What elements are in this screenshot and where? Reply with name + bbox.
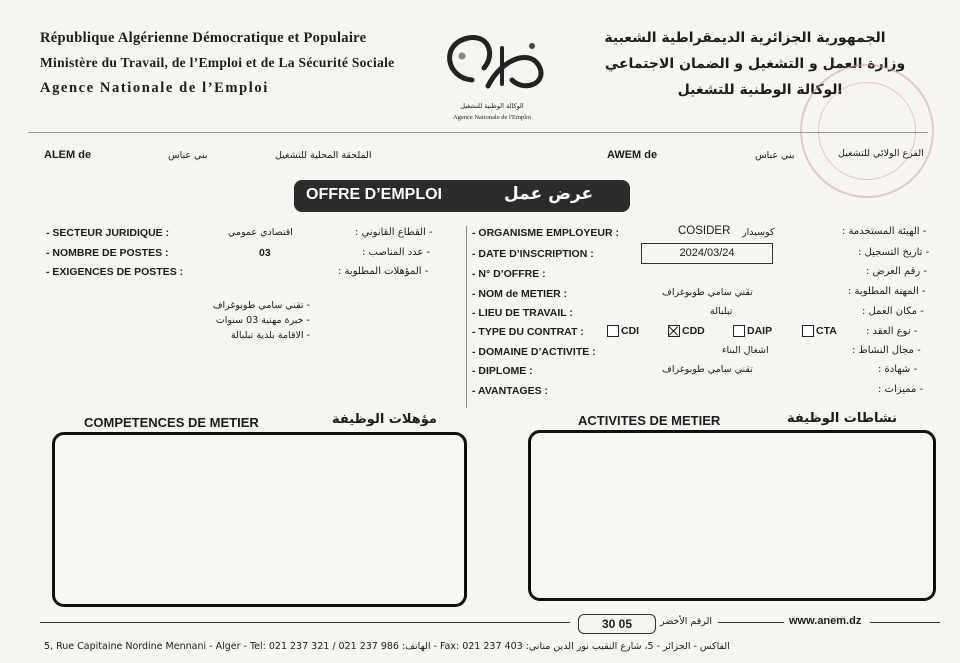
diplome-label: - DIPLOME : bbox=[472, 365, 533, 377]
avantages-label: - AVANTAGES : bbox=[472, 385, 549, 397]
metier-value: تقني سامي طوبوغراف bbox=[662, 287, 753, 298]
checkbox-cdd[interactable] bbox=[668, 325, 680, 337]
requirement-1: - تقني سامي طوبوغراف bbox=[212, 300, 310, 311]
footer-line-left bbox=[40, 622, 570, 623]
date-label: - DATE D’INSCRIPTION : bbox=[472, 248, 594, 260]
header-fr-line3: Agence Nationale de l’Emploi bbox=[40, 80, 269, 96]
activites-title-ar: نشاطات الوظيفة bbox=[787, 411, 897, 426]
lieu-value: تبلبالة bbox=[710, 306, 733, 317]
anem-logo bbox=[432, 28, 552, 126]
date-box bbox=[641, 243, 773, 264]
numero-label-ar: - رقم العرض : bbox=[866, 266, 928, 277]
header-ar-line3: الوكالة الوطنية للتشغيل bbox=[677, 82, 843, 98]
lieu-label: - LIEU DE TRAVAIL : bbox=[472, 307, 573, 319]
header-fr-line1: République Algérienne Démocratique et Populaire bbox=[40, 30, 367, 46]
secteur-label-ar: - القطاع القانوني : bbox=[355, 227, 433, 238]
website-link[interactable]: www.anem.dz bbox=[789, 615, 862, 627]
title-fr: OFFRE D’EMPLOI bbox=[306, 186, 442, 203]
footer-line-right bbox=[870, 622, 940, 623]
title-bar bbox=[294, 180, 630, 212]
metier-label: - NOM de METIER : bbox=[472, 288, 568, 300]
header-divider bbox=[28, 132, 928, 133]
diplome-value: تقني سامي طوبوغراف bbox=[662, 364, 753, 375]
header-ar-line1: الجمهورية الجزائرية الديمقراطية الشعبية bbox=[604, 30, 886, 46]
alem-value: بني عباس bbox=[168, 150, 208, 161]
official-stamp bbox=[800, 64, 934, 198]
requirement-3: - الاقامة بلدية تبلبالة bbox=[230, 330, 310, 341]
organisme-label: - ORGANISME EMPLOYEUR : bbox=[472, 227, 620, 239]
organisme-value: COSIDER bbox=[678, 225, 731, 237]
diplome-label-ar: - شهادة : bbox=[878, 364, 918, 375]
logo-ar-caption: الوكالة الوطنية للتشغيل bbox=[460, 102, 524, 110]
date-value: 2024/03/24 bbox=[679, 247, 735, 259]
activites-box[interactable] bbox=[528, 430, 936, 601]
checkbox-cdi[interactable] bbox=[607, 325, 619, 337]
header-fr-line2: Ministère du Travail, de l’Emploi et de La Sécurité Sociale bbox=[40, 55, 395, 70]
contrat-option-cdd[interactable]: CDD bbox=[668, 325, 705, 337]
green-number: 30 05 bbox=[601, 617, 633, 631]
numero-label: - N° D’OFFRE : bbox=[472, 268, 546, 280]
date-label-ar: - تاريخ التسجيل : bbox=[858, 247, 930, 258]
contrat-option-cta[interactable]: CTA bbox=[802, 325, 837, 337]
contrat-option-cdi[interactable]: CDI bbox=[607, 325, 639, 337]
column-divider bbox=[466, 226, 467, 408]
avantages-label-ar: - مميزات : bbox=[878, 384, 924, 395]
awem-label: AWEM de bbox=[607, 149, 658, 161]
postes-value: 03 bbox=[259, 247, 271, 259]
alem-label: ALEM de bbox=[44, 149, 92, 161]
postes-label: - NOMBRE DE POSTES : bbox=[46, 247, 169, 259]
contrat-label: - TYPE DU CONTRAT : bbox=[472, 326, 584, 338]
logo-fr-caption: Agence Nationale de l'Emploi bbox=[452, 114, 532, 121]
exigences-label-ar: - المؤهلات المطلوبة : bbox=[338, 266, 429, 277]
competences-title-ar: مؤهلات الوظيفة bbox=[332, 412, 437, 427]
green-number-box bbox=[578, 614, 656, 634]
organisme-label-ar: - الهيئة المستخدمة : bbox=[842, 226, 927, 237]
checkbox-cta[interactable] bbox=[802, 325, 814, 337]
secteur-label: - SECTEUR JURIDIQUE : bbox=[46, 227, 170, 239]
exigences-label: - EXIGENCES DE POSTES : bbox=[46, 266, 184, 278]
awem-value: بني عباس bbox=[755, 150, 795, 161]
title-ar: عرض عمل bbox=[504, 184, 594, 204]
metier-label-ar: - المهنة المطلوبة : bbox=[848, 286, 926, 297]
alem-label-ar: الملحقة المحلية للتشغيل bbox=[275, 150, 372, 161]
green-number-label: الرقم الأخضر bbox=[660, 616, 713, 627]
organisme-value-ar: كوسيدار bbox=[742, 227, 775, 238]
contrat-label-ar: - نوع العقد : bbox=[866, 326, 918, 337]
activites-title-fr: ACTIVITES DE METIER bbox=[578, 413, 721, 428]
domaine-label: - DOMAINE D’ACTIVITE : bbox=[472, 346, 596, 358]
postes-label-ar: - عدد المناصب : bbox=[362, 247, 431, 258]
checkbox-daip[interactable] bbox=[733, 325, 745, 337]
anem-logo-icon bbox=[432, 28, 552, 100]
domaine-value: اشغال البناء bbox=[722, 345, 769, 356]
lieu-label-ar: - مكان العمل : bbox=[862, 306, 924, 317]
contrat-option-daip[interactable]: DAIP bbox=[733, 325, 772, 337]
footer-address: 5, Rue Capitaine Nordine Mennani - Alger - Tel: 021 237 321 / 021 237 986 :الهاتف - Fax: 021 237 403 :الفاكس - الجزائر - 5، شارع النقيب نور الدين مناني bbox=[44, 641, 730, 652]
domaine-label-ar: - مجال النشاط : bbox=[852, 345, 921, 356]
competences-title-fr: COMPETENCES DE METIER bbox=[84, 415, 259, 430]
header-ar-line2: وزارة العمل و التشغيل و الضمان الاجتماعي bbox=[604, 56, 906, 72]
requirement-2: - خبرة مهنية 03 سنوات bbox=[215, 315, 310, 326]
footer-line-mid bbox=[718, 622, 784, 623]
awem-label-ar: الفرع الولائي للتشغيل bbox=[838, 148, 924, 159]
competences-box[interactable] bbox=[52, 432, 467, 607]
secteur-value: اقتصادي عمومي bbox=[228, 227, 293, 238]
